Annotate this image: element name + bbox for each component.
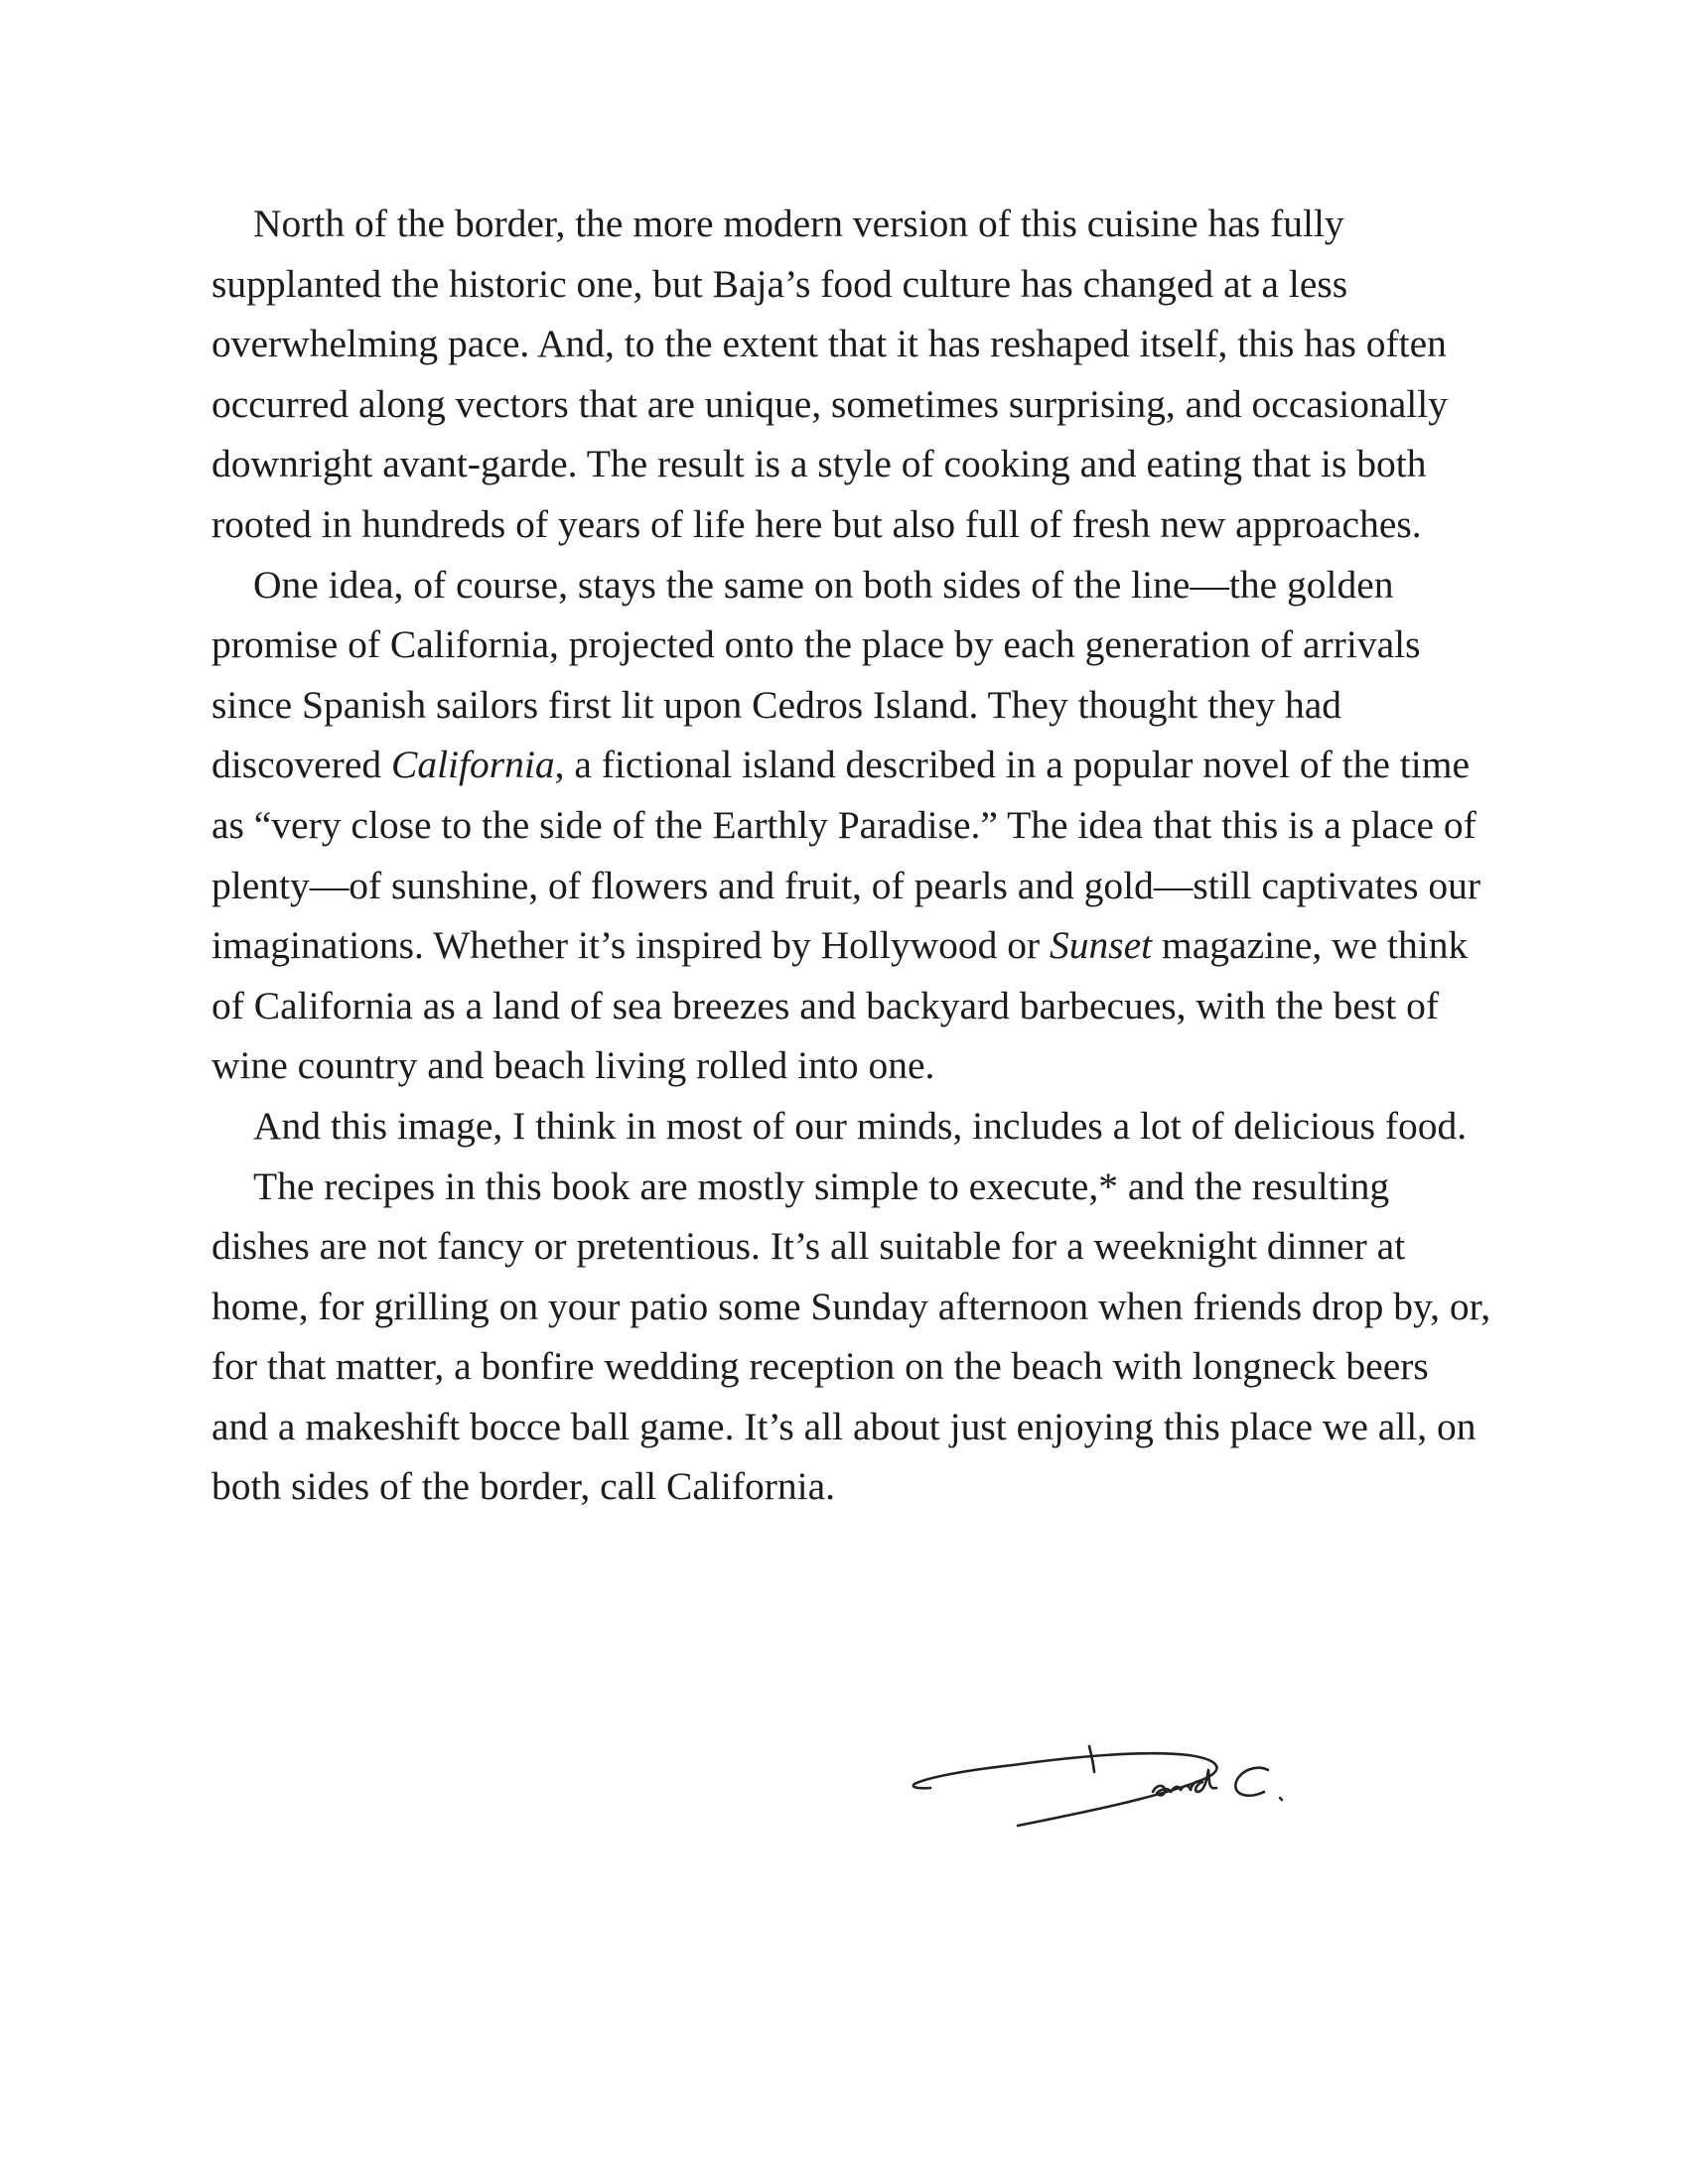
paragraph-4: The recipes in this book are mostly simple to execute,* and the resulting dishes are not fancy or pretentious. It’s all suitable for a weeknight dinner at home, for grilling on your patio some Sunday afternoon when friends drop by, or, for that matter, a bonfire wedding reception on the beach with longneck beers and a makeshift bocce ball game. It’s all about just enjoying this place we all, on both sides of the border, call California. <box>211 1163 1491 1509</box>
signature <box>909 1722 1345 1832</box>
paragraph-2-part-1: One idea, of course, stays the same on both sides of the line—the golden promise of California, projected onto the place by each generation of arrivals since Spanish sailors first lit upon Cedros Island. They thought they had discovered <box>211 562 1421 787</box>
paragraph-2-part-2: , a fictional island described in a popular novel of the time as “very close to the side of the Earthly Paradise.” The idea that this is a place of plenty—of sunshine, of flowers and fruit, of pearls and gold—still captivates our imaginations. Whether it’s inspired by Hollywood or <box>211 743 1480 968</box>
paragraph-1: North of the border, the more modern version of this cuisine has fully supplanted the historic one, but Baja’s food culture has changed at a less overwhelming pace. And, to the extent that it has reshaped itself, this has often occurred along vectors that are unique, sometimes surprising, and occasionally downright avant-garde. The result is a style of cooking and eating that is both rooted in hundreds of years of life here but also full of fresh new approaches. <box>211 202 1448 546</box>
paragraph-2 <box>211 555 1492 1096</box>
italic-california: California <box>390 743 555 787</box>
paragraph-3: And this image, I think in most of our minds, includes a lot of delicious food. <box>253 1103 1468 1148</box>
paragraph-2-part-3: magazine, we think of California as a land of sea breezes and backyard barbecues, with the best of wine country and beach living rolled into one. <box>211 923 1469 1088</box>
body-text <box>211 194 1492 1517</box>
italic-sunset: Sunset <box>1050 923 1153 968</box>
